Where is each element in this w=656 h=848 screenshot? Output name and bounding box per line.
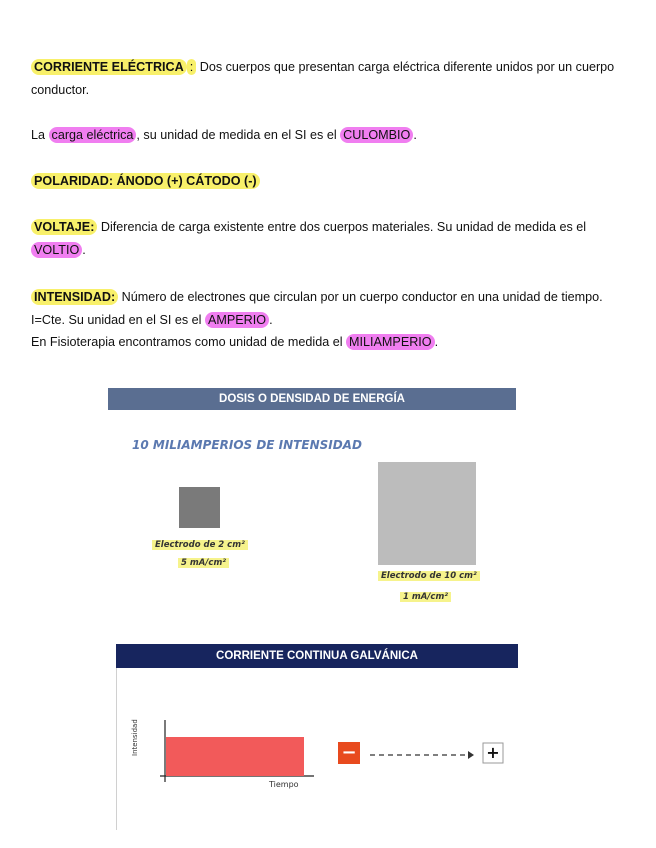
unit-culombio: CULOMBIO <box>340 127 413 143</box>
slide-dosis <box>108 388 516 610</box>
large-electrode-square <box>378 462 476 565</box>
voltaje-suffix: . <box>82 242 86 257</box>
term-polaridad: POLARIDAD: ÁNODO (+) CÁTODO (-) <box>31 173 260 189</box>
small-electrode-label: Electrodo de 2 cm² <box>152 540 248 550</box>
carga-middle: , su unidad de medida en el SI es el <box>136 128 341 142</box>
unit-miliamperio: MILIAMPERIO <box>346 334 435 350</box>
carga-suffix: . <box>413 128 417 142</box>
large-electrode-density: 1 mA/cm² <box>400 592 451 602</box>
paragraph-fisioterapia <box>31 331 631 354</box>
term-corriente-electrica: CORRIENTE ELÉCTRICA <box>31 59 187 75</box>
fisioterapia-prefix: En Fisioterapia encontramos como unidad de medida el <box>31 335 347 349</box>
definition-intensidad: Número de electrones que circulan por un cuerpo conductor en una unidad de tiempo. I=Cte. Su unidad en el SI es el <box>31 290 603 327</box>
small-electrode-density: 5 mA/cm² <box>178 558 229 568</box>
slide-galvanica <box>116 644 518 830</box>
paragraph-corriente <box>31 56 631 101</box>
unit-voltio: VOLTIO <box>31 242 82 258</box>
term-carga-electrica: carga eléctrica <box>49 127 137 143</box>
carga-prefix: La <box>31 128 49 142</box>
slide-galvanica-banner: CORRIENTE CONTINUA GALVÁNICA <box>116 644 518 668</box>
current-bar <box>166 737 304 776</box>
plus-sign-icon: + <box>486 743 500 762</box>
graph-xlabel: Tiempo <box>269 780 299 789</box>
fisioterapia-suffix: . <box>434 335 439 349</box>
term-intensidad: INTENSIDAD: <box>31 289 118 305</box>
paragraph-voltaje <box>31 216 631 261</box>
minus-sign-icon: − <box>341 742 357 763</box>
paragraph-intensidad <box>31 286 631 331</box>
intensidad-suffix: . <box>269 312 273 327</box>
paragraph-polaridad <box>31 170 631 193</box>
term-voltaje: VOLTAJE: <box>31 219 97 235</box>
small-electrode-square <box>179 487 220 528</box>
definition-corriente: Dos cuerpos que presentan carga eléctrica diferente unidos por un cuerpo conductor. <box>31 60 615 97</box>
galvanic-current-graph <box>116 668 518 830</box>
large-electrode-label: Electrodo de 10 cm² <box>378 571 480 581</box>
definition-voltaje: Diferencia de carga existente entre dos cuerpos materiales. Su unidad de medida es el <box>97 220 587 234</box>
term-colon: : <box>187 59 197 75</box>
graph-ylabel: Intensidad <box>131 719 139 756</box>
unit-amperio: AMPERIO <box>205 312 269 328</box>
slide-dosis-banner: DOSIS O DENSIDAD DE ENERGÍA <box>108 388 516 410</box>
slide-dosis-subtitle: 10 MILIAMPERIOS DE INTENSIDAD <box>132 438 362 452</box>
arrow-head-icon <box>468 751 474 759</box>
paragraph-carga <box>31 124 631 147</box>
